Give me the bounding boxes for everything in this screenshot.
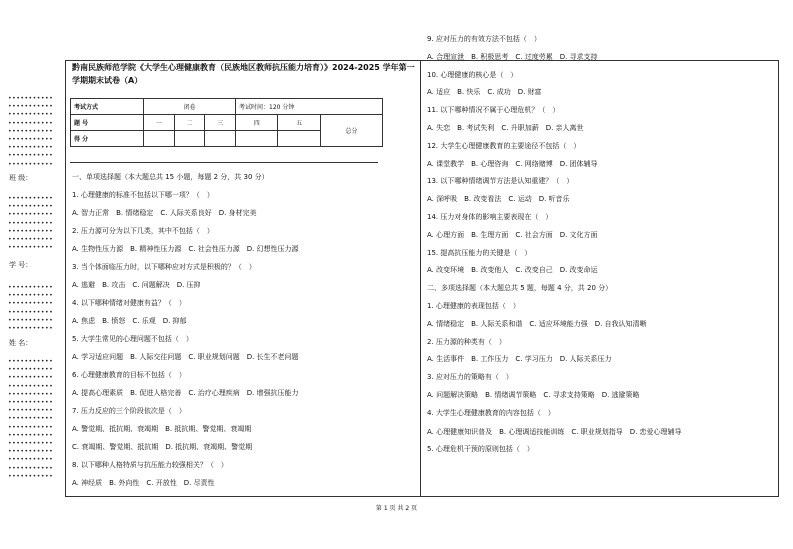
question-line: A. 心理方面 B. 生理方面 C. 社会方面 D. 文化方面 — [427, 230, 598, 239]
binding-dots-top: ••••••••••• ••••••••••• ••••••••••• ••••••••••• ••••••••••• ••••••••••• ••••••••••• ••••••••••• ••••••••••• — [8, 95, 54, 168]
question-line: A. 心理健康知识普及 B. 心理调适技能训练 C. 职业规划指导 D. 恋爱心理辅导 — [427, 427, 682, 436]
question-line: 11. 以下哪种情况不属于心理危机？（ ） — [427, 106, 560, 115]
question-line: 6. 心理健康教育的目标不包括（ ） — [72, 371, 186, 379]
question-line: A. 逃避 B. 攻击 C. 问题解决 D. 压抑 — [72, 281, 201, 289]
question-line: 二、多项选择题（本大题总共 5 题，每题 4 分，共 20 分） — [427, 284, 613, 293]
question-line: C. 衰竭期、警觉期、抵抗期 D. 抵抗期、衰竭期、警觉期 — [72, 443, 253, 451]
question-line: 15. 提高抗压能力的关键是（ ） — [427, 248, 532, 257]
name-label: 姓 名： — [9, 339, 33, 347]
question-line: A. 合理宣泄 B. 积极思考 C. 过度劳累 D. 寻求支持 — [427, 52, 598, 61]
question-line: A. 课堂教学 B. 心理咨询 C. 网络赌博 D. 团体辅导 — [427, 159, 598, 168]
section-header: 一 — [144, 115, 175, 131]
question-line: 13. 以下哪种情绪调节方法是认知重建？（ ） — [427, 177, 574, 186]
score-cell[interactable] — [205, 131, 236, 147]
score-cell[interactable] — [236, 131, 278, 147]
question-line: 12. 大学生心理健康教育的主要途径不包括（ ） — [427, 141, 581, 150]
question-line: 5. 大学生常见的心理问题不包括（ ） — [72, 335, 193, 343]
student-id-label: 学 号： — [9, 261, 33, 269]
score-cell[interactable] — [278, 131, 320, 147]
section-header: 二 — [174, 115, 205, 131]
question-line: 7. 压力反应的三个阶段依次是（ ） — [72, 407, 186, 415]
question-line: 5. 心理危机干预的原则包括（ ） — [427, 444, 534, 453]
exam-method-label: 考试方式 — [71, 99, 144, 115]
question-line: 3. 应对压力的策略有（ ） — [427, 373, 513, 382]
section-header: 三 — [205, 115, 236, 131]
question-line: 1. 心理健康的标准不包括以下哪一项？（ ） — [72, 191, 214, 199]
question-line: A. 提高心理素质 B. 促进人格完善 C. 治疗心理疾病 D. 增强抗压能力 — [72, 389, 299, 397]
score-label: 得 分 — [71, 131, 144, 147]
section-header: 五 — [278, 115, 320, 131]
question-line: A. 警觉期、抵抗期、衰竭期 B. 抵抗期、警觉期、衰竭期 — [72, 425, 252, 433]
class-label: 班 级： — [9, 174, 33, 182]
total-label: 总分 — [320, 115, 382, 147]
header-rule — [70, 162, 378, 163]
exam-time: 考试时间：120 分钟 — [236, 99, 383, 115]
question-line: 4. 以下哪种情绪对健康有益？（ ） — [72, 299, 186, 307]
left-question-column — [72, 168, 417, 492]
question-line: A. 生活事件 B. 工作压力 C. 学习压力 D. 人际关系压力 — [427, 355, 612, 364]
binding-dots-mid: ••••••••••• ••••••••••• ••••••••••• ••••••••••• ••••••••••• ••••••••••• ••••••••••• — [8, 195, 54, 252]
question-line: 10. 心理健康的核心是（ ） — [427, 70, 518, 79]
column-divider — [420, 60, 421, 497]
question-line: A. 深呼吸 B. 改变看法 C. 运动 D. 听音乐 — [427, 195, 570, 204]
score-table — [70, 98, 383, 147]
question-line: A. 焦虑 B. 愤怒 C. 乐观 D. 抑郁 — [72, 317, 187, 325]
question-line: A. 失恋 B. 考试失利 C. 升职加薪 D. 亲人离世 — [427, 123, 584, 132]
question-line: A. 改变环境 B. 改变他人 C. 改变自己 D. 改变命运 — [427, 266, 598, 275]
question-line: 3. 当个体面临压力时，以下哪种应对方式是积极的？（ ） — [72, 263, 256, 271]
binding-dots-mid2: ••••••••••• ••••••••••• ••••••••••• ••••••••••• ••••••••••• ••••••••••• — [8, 284, 54, 333]
score-cell[interactable] — [174, 131, 205, 147]
exam-method-value: 闭卷 — [144, 99, 236, 115]
section-header: 四 — [236, 115, 278, 131]
page-number: 第 1 页 共 2 页 — [375, 505, 418, 512]
exam-title: 黔南民族师范学院《大学生心理健康教育（民族地区教师抗压能力培育）》2024-2025 学年第一学期期末试卷（A） — [72, 63, 415, 85]
question-line: 8. 以下哪种人格特质与抗压能力较强相关？（ ） — [72, 461, 228, 469]
question-line: 4. 大学生心理健康教育的内容包括（ ） — [427, 408, 555, 417]
score-cell[interactable] — [144, 131, 175, 147]
question-line: A. 智力正常 B. 情绪稳定 C. 人际关系良好 D. 身材完美 — [72, 209, 257, 217]
question-line: 9. 应对压力的有效方法不包括（ ） — [427, 35, 541, 43]
question-line: 一、单项选择题（本大题总共 15 小题，每题 2 分，共 30 分） — [72, 173, 269, 181]
question-label: 题 号 — [71, 115, 144, 131]
question-line: 1. 心理健康的表现包括（ ） — [427, 301, 520, 310]
question-line: A. 生物性压力源 B. 精神性压力源 C. 社会性压力源 D. 幻想性压力源 — [72, 245, 299, 253]
question-line: A. 情绪稳定 B. 人际关系和谐 C. 适应环境能力强 D. 自我认知清晰 — [427, 319, 647, 328]
question-line: A. 适应 B. 快乐 C. 成功 D. 财富 — [427, 88, 542, 97]
binding-dots-bottom: ••••••••••• ••••••••••• ••••••••••• ••••••••••• ••••••••••• ••••••••••• ••••••••••• ••••••••••• ••••••••••• ••••••••••• ••••••••••• ••••••••••• ••••••••••• ••••••••••• ••••••••••• — [8, 358, 54, 480]
right-question-column — [427, 31, 772, 458]
question-line: A. 神经质 B. 外向性 C. 开放性 D. 尽责性 — [72, 479, 215, 487]
question-line: A. 问题解决策略 B. 情绪调节策略 C. 寻求支持策略 D. 逃避策略 — [427, 390, 640, 399]
question-line: A. 学习适应问题 B. 人际交往问题 C. 职业规划问题 D. 长生不老问题 — [72, 353, 299, 361]
question-line: 2. 压力源可分为以下几类，其中不包括（ ） — [72, 227, 214, 235]
question-line: 14. 压力对身体的影响主要表现在（ ） — [427, 212, 553, 221]
question-line: 2. 压力源的种类有（ ） — [427, 337, 506, 346]
